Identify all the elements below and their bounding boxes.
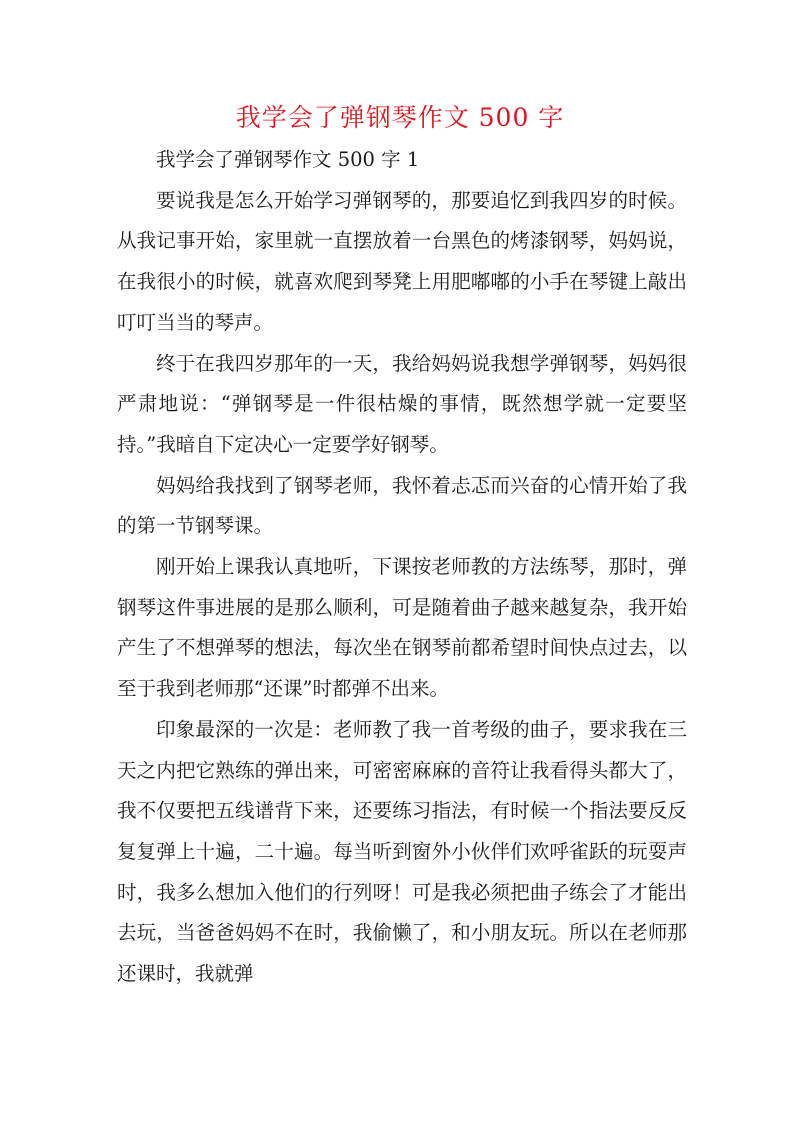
document-title: 我学会了弹钢琴作文 500 字 xyxy=(235,103,565,132)
body-paragraph: 终于在我四岁那年的一天，我给妈妈说我想学弹钢琴，妈妈很严肃地说：“弹钢琴是一件很枯燥的事情，既然想学就一定要坚持。”我暗自下定决心一定要学好钢琴。 xyxy=(117,351,687,456)
document-body xyxy=(117,140,687,995)
subtitle-paragraph: 我学会了弹钢琴作文 500 字 1 xyxy=(156,148,420,171)
body-paragraph: 要说我是怎么开始学习弹钢琴的，那要追忆到我四岁的时候。从我记事开始，家里就一直摆放着一台黑色的烤漆钢琴，妈妈说，在我很小的时候，就喜欢爬到琴凳上用肥嘟嘟的小手在琴键上敲出叮叮当当的琴声。 xyxy=(117,188,687,334)
body-paragraph: 印象最深的一次是：老师教了我一首考级的曲子，要求我在三天之内把它熟练的弹出来，可密密麻麻的音符让我看得头都大了，我不仅要把五线谱背下来，还要练习指法，有时候一个指法要反反复复弹上十遍，二十遍。每当听到窗外小伙伴们欢呼雀跃的玩耍声时，我多么想加入他们的行列呀！可是我必须把曲子练会了才能出去玩，当爸爸妈妈不在时，我偷懒了，和小朋友玩。所以在老师那还课时，我就弹 xyxy=(117,717,687,986)
body-paragraph: 妈妈给我找到了钢琴老师，我怀着忐忑而兴奋的心情开始了我的第一节钢琴课。 xyxy=(117,473,687,538)
body-paragraph: 刚开始上课我认真地听，下课按老师教的方法练琴，那时，弹钢琴这件事进展的是那么顺利，可是随着曲子越来越复杂，我开始产生了不想弹琴的想法，每次坐在钢琴前都希望时间快点过去，以至于我到老师那“还课”时都弹不出来。 xyxy=(117,555,687,701)
